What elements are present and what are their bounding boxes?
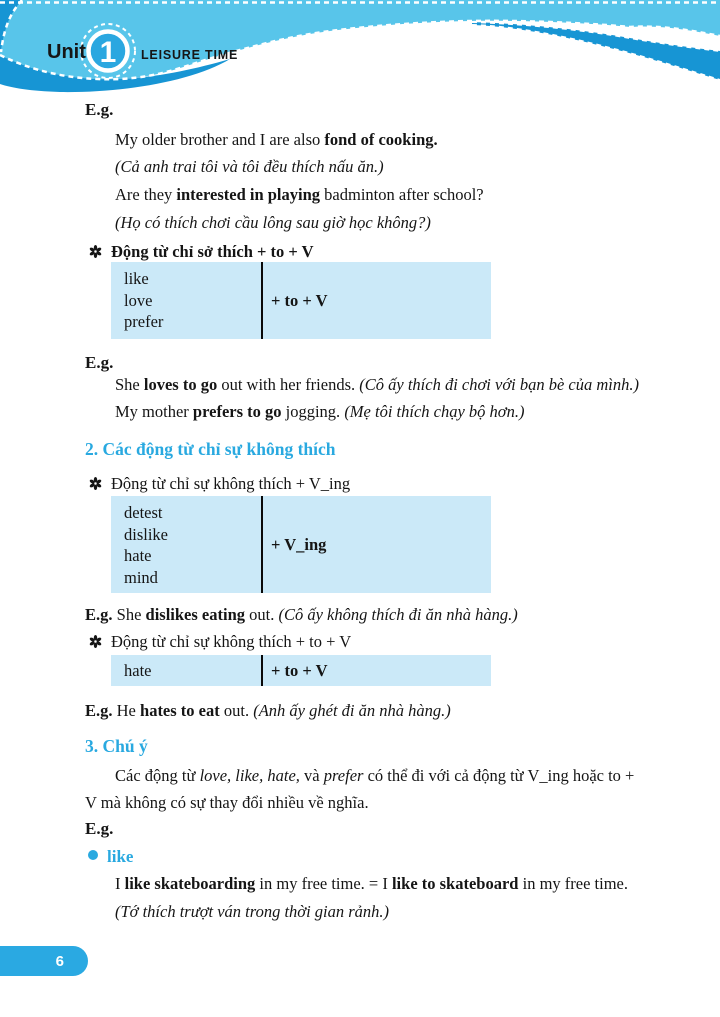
text-run: và [299, 766, 324, 785]
unit-title: LEISURE TIME [141, 48, 239, 62]
unit-label: Unit [47, 41, 86, 63]
translation-inline: (Cô ấy không thích đi ăn nhà hàng.) [278, 605, 518, 624]
page-number: 6 [55, 952, 64, 970]
unit-number: 1 [99, 36, 117, 69]
rule-title: Động từ chỉ sự không thích + to + V [111, 632, 352, 651]
text-run: badminton after school? [320, 185, 484, 204]
translation-inline: (Cô ấy thích đi chơi với bạn bè của mình.) [359, 375, 639, 394]
translation-inline: (Anh ấy ghét đi ăn nhà hàng.) [253, 701, 451, 720]
text-run: He [112, 701, 141, 720]
text-run: Các động từ [115, 766, 200, 785]
section-heading-2: 2. Các động từ chỉ sự không thích [85, 439, 336, 459]
example-sentence-4 [115, 398, 524, 425]
grammar-table-dislike-ving [111, 496, 491, 593]
table-pattern-column [263, 655, 491, 686]
table-verb: detest [124, 503, 163, 522]
grammar-table-like-to-v [111, 262, 491, 339]
grammar-rule-3 [89, 628, 351, 655]
text-run-bold: like skateboarding [124, 874, 256, 893]
text-run-bold: prefers to go [192, 402, 282, 421]
table-pattern-column [263, 262, 491, 339]
table-verb: hate [124, 546, 152, 565]
florette-bullet-icon [89, 245, 102, 258]
text-run: out. [219, 701, 254, 720]
table-verb: like [124, 269, 149, 288]
text-run-bold: fond of cooking. [324, 130, 438, 149]
translation-1: (Cả anh trai tôi và tôi đều thích nấu ăn.) [115, 157, 384, 176]
eg-inline-label: E.g. [85, 605, 113, 624]
translation-2: (Họ có thích chơi cầu lông sau giờ học không?) [115, 213, 431, 232]
like-label: like [107, 847, 134, 866]
eg-label-1: E.g. [85, 100, 114, 119]
text-run: có thể đi với cả động từ V_ing hoặc to + [363, 766, 635, 785]
text-run-bold: loves to go [143, 375, 218, 394]
translation-inline: (Mẹ tôi thích chạy bộ hơn.) [344, 402, 525, 421]
text-run: in my free time. = I [255, 874, 392, 893]
florette-bullet-icon [89, 477, 102, 490]
translation-7: (Tớ thích trượt ván trong thời gian rảnh.) [115, 902, 390, 921]
grammar-rule-1 [89, 238, 314, 265]
table-verbs-column [111, 496, 263, 593]
text-run: jogging. [281, 402, 345, 421]
text-run: She [112, 605, 146, 624]
table-verbs-column [111, 655, 263, 686]
text-run: My older brother and I are also [115, 130, 325, 149]
example-sentence-6 [85, 697, 451, 724]
note-paragraph-line-2: V mà không có sự thay đổi nhiều về nghĩa. [85, 793, 369, 812]
table-verb: dislike [124, 524, 168, 544]
example-sentence-5 [85, 601, 518, 628]
table-pattern: + V_ing [271, 534, 327, 554]
dot-icon [88, 850, 98, 860]
note-paragraph-line-1 [115, 762, 634, 789]
table-pattern: + to + V [271, 290, 328, 310]
eg-label-2: E.g. [85, 353, 114, 372]
text-run-bold: like to skateboard [391, 874, 519, 893]
table-verb: mind [124, 567, 158, 587]
text-run-bold: dislikes eating [145, 605, 245, 624]
text-run: in my free time. [518, 874, 628, 893]
header-banner [0, 0, 720, 96]
eg-inline-label: E.g. [85, 701, 113, 720]
text-run: out. [245, 605, 279, 624]
text-run: My mother [115, 402, 193, 421]
text-run: Are they [115, 185, 177, 204]
text-run-italic: prefer [323, 766, 364, 785]
example-sentence-2 [115, 181, 484, 208]
rule-title: Động từ chỉ sự không thích + V_ing [111, 474, 351, 493]
section-heading-3: 3. Chú ý [85, 736, 148, 756]
example-sentence-7 [115, 870, 628, 897]
table-verb: love [124, 290, 153, 310]
grammar-table-hate-to-v [111, 655, 491, 686]
text-run: She [115, 375, 144, 394]
example-sentence-3 [115, 371, 639, 398]
text-run: I [115, 874, 125, 893]
like-bullet-item [88, 843, 133, 870]
example-sentence-1 [115, 126, 438, 153]
table-pattern-column [263, 496, 491, 593]
table-pattern: + to + V [271, 660, 328, 680]
text-run-bold: interested in playing [176, 185, 321, 204]
table-verb: prefer [124, 312, 164, 331]
text-run-italic: love, like, hate, [199, 766, 300, 785]
text-run: out with her friends. [217, 375, 360, 394]
table-verb: hate [124, 660, 152, 680]
table-verbs-column [111, 262, 263, 339]
grammar-rule-2 [89, 470, 350, 497]
eg-label-3: E.g. [85, 819, 114, 838]
rule-title: Động từ chỉ sở thích + to + V [111, 242, 314, 261]
florette-bullet-icon [89, 635, 102, 648]
text-run-bold: hates to eat [140, 701, 220, 720]
page-number-badge [0, 946, 88, 976]
